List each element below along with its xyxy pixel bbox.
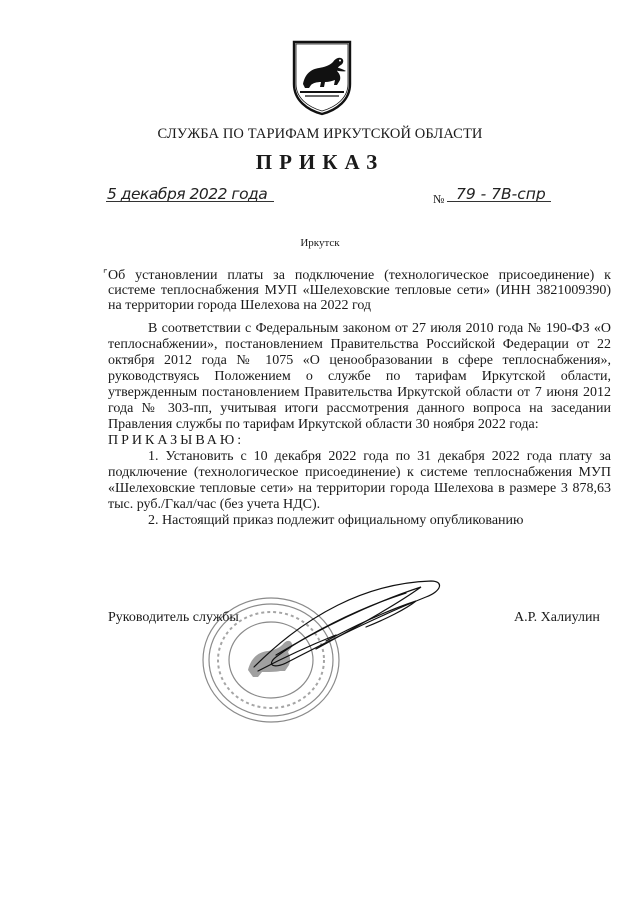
signatory-title: Руководитель службы [108, 610, 239, 625]
order-item-1: 1. Установить с 10 декабря 2022 года по 31 декабря 2022 года плату за подключение (технологическое присоединение) к системе теплоснабжения МУП «Шелеховские тепловые сети» на территории города Шелехова в размере 3 878,63 тыс. руб./Гкал/час (без учета НДС). [108, 449, 611, 512]
signatory-name: А.Р. Халиулин [514, 610, 600, 625]
date-underline [106, 201, 274, 202]
city-name: Иркутск [300, 237, 340, 249]
agency-name: СЛУЖБА ПО ТАРИФАМ ИРКУТСКОЙ ОБЛАСТИ [157, 126, 483, 142]
document-type-title: ПРИКАЗ [255, 150, 385, 174]
order-date: 5 декабря 2022 года [107, 185, 268, 203]
preamble-paragraph: В соответствии с Федеральным законом от 27 июля 2010 года № 190-ФЗ «О теплоснабжении», постановлением Правительства Российской Федерации от 22 октября 2012 года № 1075 «О ценообразовании в сфере теплоснабжения», руководствуясь Положением о службе по тарифам Иркутской области, утвержденным постановлением Правительства Иркутской области от 7 июня 2012 года № 303-пп, учитывая итоги рассмотрения данного вопроса на заседании Правления службы по тарифам Иркутской области 30 ноября 2022 года: [108, 321, 611, 432]
order-number: 79 - 7В-спр [456, 185, 546, 203]
order-directive-word: ПРИКАЗЫВАЮ: [108, 433, 245, 448]
corner-mark-icon: ⌜ [103, 269, 108, 280]
order-item-2: 2. Настоящий приказ подлежит официальному опубликованию [148, 513, 524, 528]
coat-of-arms-icon [291, 38, 353, 116]
order-subject [103, 268, 611, 313]
number-sign: № [433, 192, 445, 206]
handwritten-signature-icon [246, 575, 446, 685]
order-body [108, 321, 611, 529]
order-subject-text: Об установлении платы за подключение (технологическое присоединение) к системе теплоснабжения МУП «Шелеховские тепловые сети» (ИНН 3821009390) на территории города Шелехова на 2022 год [108, 268, 611, 313]
number-underline [447, 201, 551, 202]
